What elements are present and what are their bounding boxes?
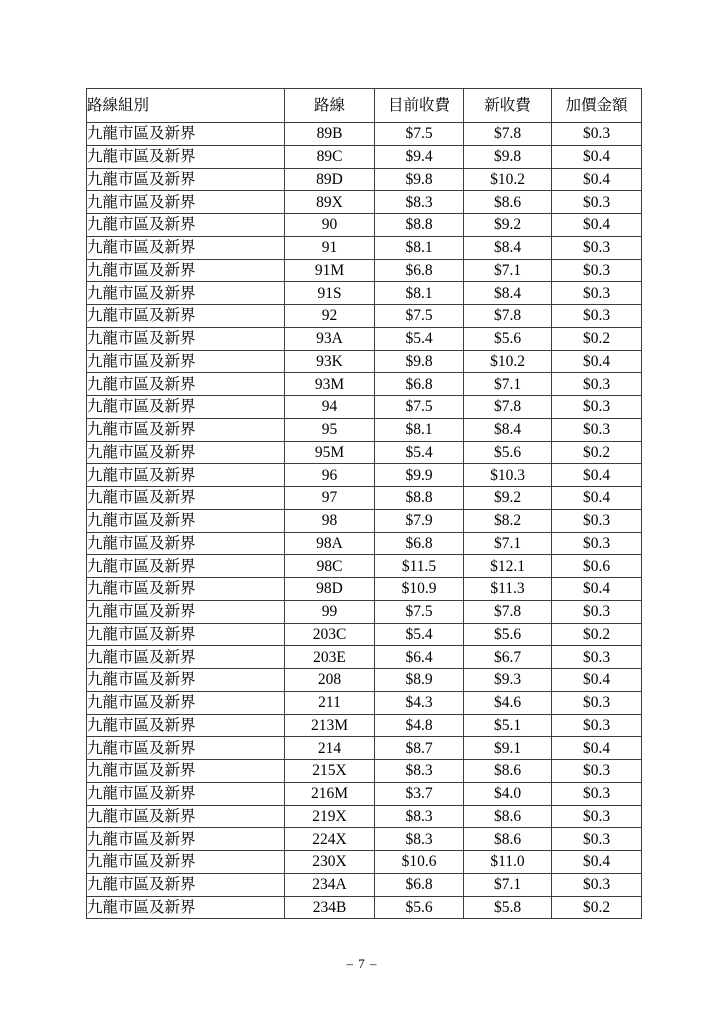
route-group-cell: 九龍市區及新界 — [87, 259, 285, 282]
increase-cell: $0.4 — [552, 350, 642, 373]
increase-cell: $0.3 — [552, 373, 642, 396]
route-group-cell: 九龍市區及新界 — [87, 714, 285, 737]
route-group-cell: 九龍市區及新界 — [87, 623, 285, 646]
route-group-cell: 九龍市區及新界 — [87, 305, 285, 328]
table-row — [87, 851, 642, 874]
table-row — [87, 259, 642, 282]
route-cell: 92 — [285, 305, 375, 328]
route-cell: 89C — [285, 145, 375, 168]
current-fare-cell: $6.8 — [375, 373, 464, 396]
route-cell: 91M — [285, 259, 375, 282]
new-fare-cell: $11.0 — [464, 851, 552, 874]
route-cell: 89X — [285, 191, 375, 214]
table-row — [87, 555, 642, 578]
current-fare-cell: $6.4 — [375, 646, 464, 669]
current-fare-cell: $8.7 — [375, 737, 464, 760]
fare-table-body — [87, 123, 642, 919]
route-group-cell: 九龍市區及新界 — [87, 873, 285, 896]
increase-cell: $0.4 — [552, 669, 642, 692]
table-row — [87, 191, 642, 214]
new-fare-cell: $9.2 — [464, 487, 552, 510]
increase-cell: $0.4 — [552, 464, 642, 487]
table-row — [87, 782, 642, 805]
increase-cell: $0.3 — [552, 714, 642, 737]
current-fare-cell: $7.9 — [375, 509, 464, 532]
route-cell: 98 — [285, 509, 375, 532]
route-group-cell: 九龍市區及新界 — [87, 691, 285, 714]
current-fare-cell: $5.4 — [375, 441, 464, 464]
route-group-cell: 九龍市區及新界 — [87, 236, 285, 259]
route-cell: 214 — [285, 737, 375, 760]
increase-cell: $0.3 — [552, 396, 642, 419]
increase-cell: $0.2 — [552, 896, 642, 919]
table-row — [87, 327, 642, 350]
increase-cell: $0.3 — [552, 873, 642, 896]
route-cell: 94 — [285, 396, 375, 419]
current-fare-cell: $10.9 — [375, 578, 464, 601]
current-fare-cell: $8.3 — [375, 828, 464, 851]
table-row — [87, 350, 642, 373]
new-fare-cell: $9.2 — [464, 214, 552, 237]
new-fare-cell: $7.8 — [464, 600, 552, 623]
route-group-cell: 九龍市區及新界 — [87, 441, 285, 464]
route-cell: 224X — [285, 828, 375, 851]
header-new-fare: 新收費 — [464, 89, 552, 123]
increase-cell: $0.4 — [552, 578, 642, 601]
table-row — [87, 623, 642, 646]
increase-cell: $0.3 — [552, 782, 642, 805]
new-fare-cell: $10.2 — [464, 350, 552, 373]
increase-cell: $0.2 — [552, 327, 642, 350]
current-fare-cell: $3.7 — [375, 782, 464, 805]
new-fare-cell: $8.4 — [464, 418, 552, 441]
new-fare-cell: $4.6 — [464, 691, 552, 714]
route-cell: 234A — [285, 873, 375, 896]
route-group-cell: 九龍市區及新界 — [87, 464, 285, 487]
table-row — [87, 805, 642, 828]
new-fare-cell: $8.6 — [464, 760, 552, 783]
new-fare-cell: $10.3 — [464, 464, 552, 487]
fare-table — [86, 88, 642, 919]
current-fare-cell: $8.3 — [375, 805, 464, 828]
route-cell: 203E — [285, 646, 375, 669]
current-fare-cell: $8.1 — [375, 418, 464, 441]
increase-cell: $0.4 — [552, 851, 642, 874]
increase-cell: $0.4 — [552, 145, 642, 168]
increase-cell: $0.3 — [552, 600, 642, 623]
table-row — [87, 646, 642, 669]
table-row — [87, 532, 642, 555]
new-fare-cell: $7.1 — [464, 259, 552, 282]
table-row — [87, 282, 642, 305]
current-fare-cell: $10.6 — [375, 851, 464, 874]
route-group-cell: 九龍市區及新界 — [87, 896, 285, 919]
route-cell: 234B — [285, 896, 375, 919]
current-fare-cell: $9.8 — [375, 168, 464, 191]
header-increase: 加價金額 — [552, 89, 642, 123]
current-fare-cell: $9.8 — [375, 350, 464, 373]
table-row — [87, 236, 642, 259]
increase-cell: $0.3 — [552, 236, 642, 259]
current-fare-cell: $8.3 — [375, 191, 464, 214]
table-row — [87, 441, 642, 464]
current-fare-cell: $5.4 — [375, 327, 464, 350]
route-group-cell: 九龍市區及新界 — [87, 509, 285, 532]
new-fare-cell: $7.8 — [464, 305, 552, 328]
route-cell: 89B — [285, 123, 375, 146]
new-fare-cell: $11.3 — [464, 578, 552, 601]
table-row — [87, 214, 642, 237]
new-fare-cell: $8.4 — [464, 282, 552, 305]
route-group-cell: 九龍市區及新界 — [87, 805, 285, 828]
increase-cell: $0.3 — [552, 805, 642, 828]
new-fare-cell: $7.1 — [464, 532, 552, 555]
route-cell: 91 — [285, 236, 375, 259]
current-fare-cell: $11.5 — [375, 555, 464, 578]
header-route: 路線 — [285, 89, 375, 123]
current-fare-cell: $9.4 — [375, 145, 464, 168]
current-fare-cell: $8.8 — [375, 214, 464, 237]
increase-cell: $0.4 — [552, 168, 642, 191]
route-cell: 215X — [285, 760, 375, 783]
current-fare-cell: $8.1 — [375, 282, 464, 305]
route-group-cell: 九龍市區及新界 — [87, 396, 285, 419]
route-group-cell: 九龍市區及新界 — [87, 760, 285, 783]
current-fare-cell: $7.5 — [375, 600, 464, 623]
fare-table-header — [87, 89, 642, 123]
table-row — [87, 418, 642, 441]
new-fare-cell: $7.8 — [464, 396, 552, 419]
route-group-cell: 九龍市區及新界 — [87, 646, 285, 669]
new-fare-cell: $5.8 — [464, 896, 552, 919]
route-cell: 93M — [285, 373, 375, 396]
route-group-cell: 九龍市區及新界 — [87, 327, 285, 350]
table-row — [87, 509, 642, 532]
table-row — [87, 714, 642, 737]
route-group-cell: 九龍市區及新界 — [87, 669, 285, 692]
route-cell: 98D — [285, 578, 375, 601]
increase-cell: $0.3 — [552, 532, 642, 555]
route-group-cell: 九龍市區及新界 — [87, 487, 285, 510]
current-fare-cell: $6.8 — [375, 532, 464, 555]
route-cell: 97 — [285, 487, 375, 510]
new-fare-cell: $9.8 — [464, 145, 552, 168]
route-cell: 98C — [285, 555, 375, 578]
new-fare-cell: $5.6 — [464, 623, 552, 646]
route-cell: 95M — [285, 441, 375, 464]
current-fare-cell: $6.8 — [375, 259, 464, 282]
route-group-cell: 九龍市區及新界 — [87, 532, 285, 555]
route-group-cell: 九龍市區及新界 — [87, 555, 285, 578]
current-fare-cell: $4.3 — [375, 691, 464, 714]
header-current-fare: 目前收費 — [375, 89, 464, 123]
table-row — [87, 464, 642, 487]
table-row — [87, 396, 642, 419]
route-group-cell: 九龍市區及新界 — [87, 600, 285, 623]
route-group-cell: 九龍市區及新界 — [87, 828, 285, 851]
route-group-cell: 九龍市區及新界 — [87, 737, 285, 760]
table-row — [87, 691, 642, 714]
table-row — [87, 828, 642, 851]
increase-cell: $0.4 — [552, 214, 642, 237]
new-fare-cell: $9.1 — [464, 737, 552, 760]
current-fare-cell: $4.8 — [375, 714, 464, 737]
route-cell: 95 — [285, 418, 375, 441]
increase-cell: $0.3 — [552, 259, 642, 282]
increase-cell: $0.2 — [552, 623, 642, 646]
table-row — [87, 760, 642, 783]
route-group-cell: 九龍市區及新界 — [87, 145, 285, 168]
new-fare-cell: $4.0 — [464, 782, 552, 805]
increase-cell: $0.6 — [552, 555, 642, 578]
header-route-group: 路線組別 — [87, 89, 285, 123]
table-row — [87, 669, 642, 692]
increase-cell: $0.3 — [552, 828, 642, 851]
new-fare-cell: $5.6 — [464, 441, 552, 464]
route-cell: 208 — [285, 669, 375, 692]
current-fare-cell: $5.4 — [375, 623, 464, 646]
increase-cell: $0.2 — [552, 441, 642, 464]
route-group-cell: 九龍市區及新界 — [87, 191, 285, 214]
new-fare-cell: $9.3 — [464, 669, 552, 692]
page-number: – 7 – — [346, 956, 378, 971]
route-cell: 91S — [285, 282, 375, 305]
header-row — [87, 89, 642, 123]
increase-cell: $0.4 — [552, 737, 642, 760]
route-cell: 213M — [285, 714, 375, 737]
route-group-cell: 九龍市區及新界 — [87, 214, 285, 237]
route-cell: 216M — [285, 782, 375, 805]
route-cell: 211 — [285, 691, 375, 714]
new-fare-cell: $6.7 — [464, 646, 552, 669]
route-cell: 89D — [285, 168, 375, 191]
route-cell: 99 — [285, 600, 375, 623]
increase-cell: $0.3 — [552, 760, 642, 783]
current-fare-cell: $5.6 — [375, 896, 464, 919]
current-fare-cell: $7.5 — [375, 305, 464, 328]
route-cell: 98A — [285, 532, 375, 555]
current-fare-cell: $8.3 — [375, 760, 464, 783]
table-row — [87, 600, 642, 623]
increase-cell: $0.3 — [552, 691, 642, 714]
new-fare-cell: $5.6 — [464, 327, 552, 350]
increase-cell: $0.3 — [552, 123, 642, 146]
route-cell: 203C — [285, 623, 375, 646]
new-fare-cell: $8.4 — [464, 236, 552, 259]
route-cell: 93A — [285, 327, 375, 350]
new-fare-cell: $8.2 — [464, 509, 552, 532]
increase-cell: $0.3 — [552, 305, 642, 328]
current-fare-cell: $8.1 — [375, 236, 464, 259]
route-cell: 219X — [285, 805, 375, 828]
route-group-cell: 九龍市區及新界 — [87, 350, 285, 373]
table-row — [87, 168, 642, 191]
current-fare-cell: $7.5 — [375, 123, 464, 146]
new-fare-cell: $7.8 — [464, 123, 552, 146]
new-fare-cell: $8.6 — [464, 191, 552, 214]
route-group-cell: 九龍市區及新界 — [87, 282, 285, 305]
table-row — [87, 487, 642, 510]
new-fare-cell: $7.1 — [464, 873, 552, 896]
table-row — [87, 578, 642, 601]
route-group-cell: 九龍市區及新界 — [87, 578, 285, 601]
route-group-cell: 九龍市區及新界 — [87, 851, 285, 874]
new-fare-cell: $10.2 — [464, 168, 552, 191]
increase-cell: $0.3 — [552, 418, 642, 441]
increase-cell: $0.4 — [552, 487, 642, 510]
new-fare-cell: $7.1 — [464, 373, 552, 396]
current-fare-cell: $9.9 — [375, 464, 464, 487]
route-group-cell: 九龍市區及新界 — [87, 123, 285, 146]
route-group-cell: 九龍市區及新界 — [87, 782, 285, 805]
table-row — [87, 896, 642, 919]
current-fare-cell: $8.8 — [375, 487, 464, 510]
increase-cell: $0.3 — [552, 509, 642, 532]
table-row — [87, 737, 642, 760]
new-fare-cell: $12.1 — [464, 555, 552, 578]
table-row — [87, 123, 642, 146]
table-row — [87, 145, 642, 168]
new-fare-cell: $8.6 — [464, 805, 552, 828]
new-fare-cell: $8.6 — [464, 828, 552, 851]
table-row — [87, 305, 642, 328]
route-group-cell: 九龍市區及新界 — [87, 168, 285, 191]
route-cell: 90 — [285, 214, 375, 237]
increase-cell: $0.3 — [552, 191, 642, 214]
increase-cell: $0.3 — [552, 646, 642, 669]
increase-cell: $0.3 — [552, 282, 642, 305]
new-fare-cell: $5.1 — [464, 714, 552, 737]
route-cell: 230X — [285, 851, 375, 874]
table-row — [87, 873, 642, 896]
route-group-cell: 九龍市區及新界 — [87, 418, 285, 441]
current-fare-cell: $6.8 — [375, 873, 464, 896]
current-fare-cell: $8.9 — [375, 669, 464, 692]
route-group-cell: 九龍市區及新界 — [87, 373, 285, 396]
current-fare-cell: $7.5 — [375, 396, 464, 419]
route-cell: 96 — [285, 464, 375, 487]
table-row — [87, 373, 642, 396]
route-cell: 93K — [285, 350, 375, 373]
